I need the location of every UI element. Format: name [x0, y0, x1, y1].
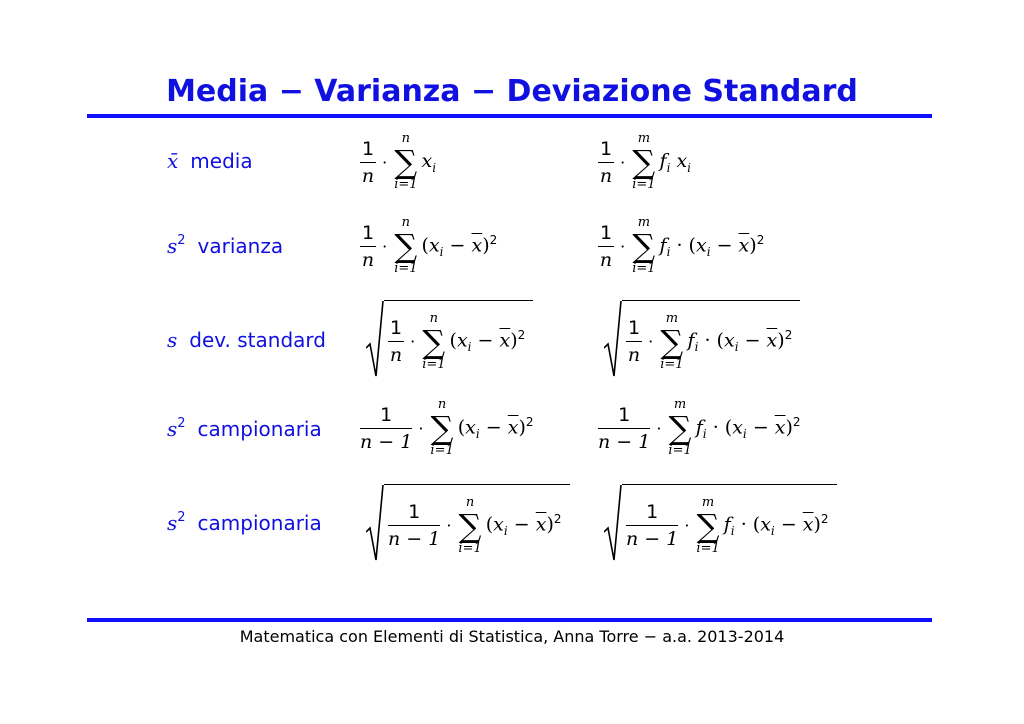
row-label: $s^2$ campionaria — [167, 416, 322, 441]
fraction: $\frac{1}{n - 1}$ — [626, 501, 679, 550]
formula-raw: $\frac{1}{n - 1}$ · n ∑ i=1 $(x_i - \overline{x})^2$ — [360, 397, 534, 458]
summation: m ∑ i=1 — [632, 215, 656, 276]
row-symbol: s — [167, 328, 178, 352]
row-symbol: s — [167, 234, 178, 258]
formula-frequency: $\frac{1}{n - 1}$ · m ∑ i=1 $f_i \cdot (x_i - \overline{x})^2$ — [598, 397, 801, 458]
formula-raw — [366, 484, 570, 566]
top-divider — [87, 114, 932, 118]
square-root: $\frac{1}{n - 1}$ · n ∑ i=1 $(x_i - \overline{x})^2$ — [366, 484, 570, 562]
summand: $f_i \cdot (x_i - \overline{x})^2$ — [659, 232, 765, 260]
row-symbol: x̄ — [167, 149, 179, 173]
square-root: $\frac{1}{n - 1}$ · m ∑ i=1 $f_i \cdot (x_i - \overline{x})^2$ — [604, 484, 837, 562]
summation: n ∑ i=1 — [422, 310, 446, 372]
row-name: dev. standard — [189, 328, 326, 352]
fraction: $\frac{1}{n}$ — [361, 221, 375, 271]
summation: n ∑ i=1 — [394, 131, 418, 192]
summand: $(x_i - \overline{x})^2$ — [421, 232, 498, 260]
formula-raw: $\frac{1}{n}$ · n ∑ i=1 $x_i$ — [361, 131, 437, 192]
formula-frequency — [604, 300, 800, 382]
summand: $x_i$ — [421, 149, 437, 175]
summation: m ∑ i=1 — [660, 310, 684, 372]
summation: n ∑ i=1 — [458, 494, 482, 556]
formula-frequency — [604, 484, 837, 566]
row-label: $s^2$ campionaria — [167, 510, 322, 535]
fraction: $\frac{1}{n - 1}$ — [598, 403, 651, 453]
square-root: $\frac{1}{n}$ · m ∑ i=1 $f_i \cdot (x_i - \overline{x})^2$ — [604, 300, 800, 378]
fraction: $\frac{1}{n}$ — [389, 317, 403, 366]
page-title: Media − Varianza − Deviazione Standard — [166, 74, 858, 109]
row-symbol: s — [167, 417, 178, 441]
summand: $(x_i - \overline{x})^2$ — [457, 414, 534, 442]
summand: $f_i \cdot (x_i - \overline{x})^2$ — [687, 328, 793, 355]
formula-raw — [366, 300, 533, 382]
bottom-divider — [87, 618, 932, 622]
fraction: $\frac{1}{n}$ — [599, 137, 613, 187]
square-root: $\frac{1}{n}$ · n ∑ i=1 $(x_i - \overline{x})^2$ — [366, 300, 533, 378]
fraction: $\frac{1}{n}$ — [627, 317, 641, 366]
formula-raw: $\frac{1}{n}$ · n ∑ i=1 $(x_i - \overline{x})^2$ — [361, 215, 498, 276]
summation: m ∑ i=1 — [668, 397, 692, 458]
summand: $f_i \cdot (x_i - \overline{x})^2$ — [695, 414, 801, 442]
row-label: $s^2$ varianza — [167, 233, 284, 258]
formula-frequency: $\frac{1}{n}$ · m ∑ i=1 $f_i \cdot (x_i - \overline{x})^2$ — [599, 215, 765, 276]
footer-caption: Matematica con Elementi di Statistica, Anna Torre − a.a. 2013-2014 — [239, 627, 785, 646]
summand: $f_i$ $x_i$ — [659, 149, 692, 175]
summand: $(x_i - \overline{x})^2$ — [485, 512, 562, 539]
fraction: $\frac{1}{n - 1}$ — [360, 403, 413, 453]
summation: n ∑ i=1 — [430, 397, 454, 458]
fraction: $\frac{1}{n}$ — [361, 137, 375, 187]
fraction: $\frac{1}{n - 1}$ — [388, 501, 441, 550]
summation: m ∑ i=1 — [696, 494, 720, 556]
row-name: varianza — [197, 234, 284, 258]
fraction: $\frac{1}{n}$ — [599, 221, 613, 271]
formula-frequency: $\frac{1}{n}$ · m ∑ i=1 $f_i$ $x_i$ — [599, 131, 692, 192]
row-label — [167, 328, 326, 352]
row-name: media — [190, 149, 253, 173]
row-name: campionaria — [197, 511, 322, 535]
summation: m ∑ i=1 — [632, 131, 656, 192]
summand: $f_i \cdot (x_i - \overline{x})^2$ — [723, 512, 829, 539]
summand: $(x_i - \overline{x})^2$ — [449, 328, 526, 355]
row-name: campionaria — [197, 417, 322, 441]
summation: n ∑ i=1 — [394, 215, 418, 276]
row-label — [167, 149, 253, 173]
row-symbol: s — [167, 511, 178, 535]
